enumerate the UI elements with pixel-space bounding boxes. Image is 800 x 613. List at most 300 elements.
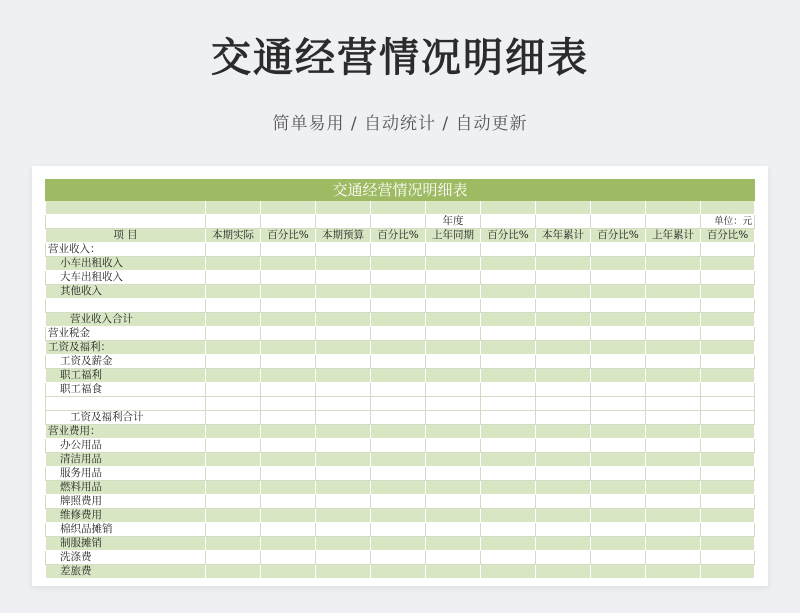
row-label[interactable]: 牌照费用	[46, 495, 206, 509]
value-cell[interactable]	[371, 537, 426, 551]
value-cell[interactable]	[646, 341, 701, 355]
row-label[interactable]: 燃料用品	[46, 481, 206, 495]
value-cell[interactable]	[206, 369, 261, 383]
value-cell[interactable]	[701, 467, 755, 481]
page-subtitle: 简单易用 / 自动统计 / 自动更新	[272, 114, 528, 134]
value-cell[interactable]	[536, 397, 591, 411]
value-cell[interactable]	[536, 369, 591, 383]
value-cell[interactable]	[261, 537, 316, 551]
value-cell[interactable]	[316, 509, 371, 523]
value-cell[interactable]	[426, 481, 481, 495]
value-cell[interactable]	[316, 439, 371, 453]
header-row	[46, 229, 755, 243]
value-cell[interactable]	[481, 355, 536, 369]
value-cell[interactable]	[646, 453, 701, 467]
value-cell[interactable]	[481, 243, 536, 257]
value-cell[interactable]	[206, 411, 261, 425]
value-cell[interactable]	[426, 509, 481, 523]
table-row	[46, 243, 755, 257]
value-cell[interactable]	[206, 313, 261, 327]
value-cell[interactable]	[371, 411, 426, 425]
value-cell[interactable]	[481, 271, 536, 285]
value-cell[interactable]	[371, 355, 426, 369]
value-cell[interactable]	[261, 243, 316, 257]
value-cell[interactable]	[316, 313, 371, 327]
value-cell[interactable]	[591, 467, 646, 481]
value-cell[interactable]	[426, 397, 481, 411]
value-cell[interactable]	[206, 257, 261, 271]
value-cell[interactable]	[371, 341, 426, 355]
value-cell[interactable]	[646, 565, 701, 579]
value-cell[interactable]	[261, 299, 316, 313]
column-header: 本期实际	[206, 229, 261, 243]
row-label[interactable]: 小车出租收入	[46, 257, 206, 271]
value-cell[interactable]	[536, 243, 591, 257]
value-cell[interactable]	[591, 327, 646, 341]
row-label[interactable]: 营业收入：	[46, 243, 206, 257]
value-cell[interactable]	[261, 285, 316, 299]
column-header: 百分比%	[701, 229, 755, 243]
value-cell[interactable]	[261, 523, 316, 537]
value-cell[interactable]	[591, 383, 646, 397]
value-cell[interactable]	[701, 397, 755, 411]
value-cell[interactable]	[426, 551, 481, 565]
value-cell[interactable]	[426, 257, 481, 271]
value-cell[interactable]	[701, 495, 755, 509]
value-cell[interactable]	[316, 411, 371, 425]
value-cell[interactable]	[646, 523, 701, 537]
spacer-row	[46, 201, 755, 215]
table-row	[46, 439, 755, 453]
value-cell[interactable]	[206, 467, 261, 481]
value-cell[interactable]	[371, 299, 426, 313]
value-cell[interactable]	[701, 271, 755, 285]
value-cell[interactable]	[701, 355, 755, 369]
value-cell[interactable]	[591, 523, 646, 537]
value-cell[interactable]	[646, 439, 701, 453]
row-label[interactable]: 工资及福利合计	[46, 411, 206, 425]
table-row	[46, 425, 755, 439]
value-cell[interactable]	[701, 369, 755, 383]
value-cell[interactable]	[646, 271, 701, 285]
value-cell[interactable]	[316, 565, 371, 579]
value-cell[interactable]	[371, 467, 426, 481]
value-cell[interactable]	[371, 439, 426, 453]
value-cell[interactable]	[481, 425, 536, 439]
value-cell[interactable]	[206, 565, 261, 579]
value-cell[interactable]	[316, 397, 371, 411]
value-cell[interactable]	[426, 341, 481, 355]
value-cell[interactable]	[316, 425, 371, 439]
value-cell[interactable]	[316, 341, 371, 355]
value-cell[interactable]	[316, 495, 371, 509]
table-row	[46, 565, 755, 579]
sheet-title: 交通经营情况明细表	[46, 180, 755, 201]
value-cell[interactable]	[591, 481, 646, 495]
value-cell[interactable]	[536, 411, 591, 425]
value-cell[interactable]	[591, 313, 646, 327]
value-cell[interactable]	[426, 355, 481, 369]
value-cell[interactable]	[371, 383, 426, 397]
value-cell[interactable]	[701, 243, 755, 257]
row-label[interactable]: 服务用品	[46, 467, 206, 481]
table-row	[46, 523, 755, 537]
value-cell[interactable]	[261, 383, 316, 397]
value-cell[interactable]	[371, 565, 426, 579]
row-label[interactable]: 洗涤费	[46, 551, 206, 565]
value-cell[interactable]	[206, 397, 261, 411]
value-cell[interactable]	[591, 341, 646, 355]
value-cell[interactable]	[481, 341, 536, 355]
value-cell[interactable]	[206, 355, 261, 369]
value-cell[interactable]	[481, 439, 536, 453]
value-cell[interactable]	[206, 453, 261, 467]
value-cell[interactable]	[426, 565, 481, 579]
row-label[interactable]: 制服摊销	[46, 537, 206, 551]
value-cell[interactable]	[646, 243, 701, 257]
column-header: 本年累计	[536, 229, 591, 243]
item-header: 项 目	[46, 229, 206, 243]
value-cell[interactable]	[591, 285, 646, 299]
value-cell[interactable]	[261, 467, 316, 481]
value-cell[interactable]	[261, 271, 316, 285]
value-cell[interactable]	[481, 453, 536, 467]
value-cell[interactable]	[316, 299, 371, 313]
value-cell[interactable]	[261, 453, 316, 467]
value-cell[interactable]	[261, 313, 316, 327]
value-cell[interactable]	[646, 299, 701, 313]
value-cell[interactable]	[646, 313, 701, 327]
value-cell[interactable]	[206, 285, 261, 299]
value-cell[interactable]	[426, 271, 481, 285]
value-cell[interactable]	[316, 355, 371, 369]
value-cell[interactable]	[261, 495, 316, 509]
value-cell[interactable]	[701, 453, 755, 467]
value-cell[interactable]	[206, 495, 261, 509]
row-label[interactable]: 职工福利	[46, 369, 206, 383]
row-label[interactable]: 大车出租收入	[46, 271, 206, 285]
year-label: 年度	[426, 215, 481, 229]
value-cell[interactable]	[481, 299, 536, 313]
value-cell[interactable]	[591, 509, 646, 523]
value-cell[interactable]	[371, 509, 426, 523]
value-cell[interactable]	[371, 285, 426, 299]
value-cell[interactable]	[261, 565, 316, 579]
value-cell[interactable]	[701, 285, 755, 299]
value-cell[interactable]	[426, 453, 481, 467]
value-cell[interactable]	[646, 495, 701, 509]
row-label[interactable]: 营业费用：	[46, 425, 206, 439]
value-cell[interactable]	[316, 551, 371, 565]
value-cell[interactable]	[371, 495, 426, 509]
table-row	[46, 327, 755, 341]
value-cell[interactable]	[426, 495, 481, 509]
value-cell[interactable]	[536, 439, 591, 453]
value-cell[interactable]	[536, 355, 591, 369]
table-row	[46, 369, 755, 383]
value-cell[interactable]	[646, 285, 701, 299]
value-cell[interactable]	[536, 481, 591, 495]
value-cell[interactable]	[261, 341, 316, 355]
value-cell[interactable]	[426, 383, 481, 397]
value-cell[interactable]	[371, 243, 426, 257]
table-row	[46, 313, 755, 327]
value-cell[interactable]	[646, 467, 701, 481]
value-cell[interactable]	[646, 411, 701, 425]
value-cell[interactable]	[701, 383, 755, 397]
table-row	[46, 383, 755, 397]
value-cell[interactable]	[701, 327, 755, 341]
value-cell[interactable]	[316, 481, 371, 495]
value-cell[interactable]	[481, 397, 536, 411]
value-cell[interactable]	[426, 369, 481, 383]
row-label[interactable]: 办公用品	[46, 439, 206, 453]
row-label[interactable]: 营业收入合计	[46, 313, 206, 327]
value-cell[interactable]	[481, 383, 536, 397]
value-cell[interactable]	[261, 369, 316, 383]
table-row	[46, 411, 755, 425]
value-cell[interactable]	[426, 467, 481, 481]
value-cell[interactable]	[701, 537, 755, 551]
value-cell[interactable]	[701, 523, 755, 537]
value-cell[interactable]	[206, 341, 261, 355]
value-cell[interactable]	[591, 369, 646, 383]
value-cell[interactable]	[206, 327, 261, 341]
value-cell[interactable]	[316, 257, 371, 271]
value-cell[interactable]	[646, 397, 701, 411]
row-label[interactable]: 营业税金	[46, 327, 206, 341]
value-cell[interactable]	[536, 313, 591, 327]
value-cell[interactable]	[591, 355, 646, 369]
value-cell[interactable]	[591, 397, 646, 411]
value-cell[interactable]	[371, 369, 426, 383]
value-cell[interactable]	[646, 383, 701, 397]
value-cell[interactable]	[536, 425, 591, 439]
value-cell[interactable]	[481, 257, 536, 271]
table-row	[46, 397, 755, 411]
value-cell[interactable]	[316, 383, 371, 397]
value-cell[interactable]	[426, 523, 481, 537]
value-cell[interactable]	[261, 425, 316, 439]
value-cell[interactable]	[316, 537, 371, 551]
value-cell[interactable]	[591, 453, 646, 467]
table-row	[46, 341, 755, 355]
value-cell[interactable]	[316, 285, 371, 299]
value-cell[interactable]	[591, 243, 646, 257]
value-cell[interactable]	[701, 299, 755, 313]
row-label[interactable]	[46, 397, 206, 411]
value-cell[interactable]	[371, 327, 426, 341]
value-cell[interactable]	[646, 355, 701, 369]
table-row	[46, 453, 755, 467]
value-cell[interactable]	[481, 523, 536, 537]
value-cell[interactable]	[591, 565, 646, 579]
table-row	[46, 481, 755, 495]
value-cell[interactable]	[426, 327, 481, 341]
value-cell[interactable]	[261, 257, 316, 271]
value-cell[interactable]	[591, 537, 646, 551]
row-label[interactable]: 差旅费	[46, 565, 206, 579]
row-label[interactable]: 维修费用	[46, 509, 206, 523]
value-cell[interactable]	[536, 257, 591, 271]
table-row	[46, 495, 755, 509]
value-cell[interactable]	[371, 271, 426, 285]
value-cell[interactable]	[591, 425, 646, 439]
value-cell[interactable]	[426, 299, 481, 313]
table-row	[46, 509, 755, 523]
row-label[interactable]: 其他收入	[46, 285, 206, 299]
value-cell[interactable]	[646, 425, 701, 439]
value-cell[interactable]	[206, 551, 261, 565]
value-cell[interactable]	[371, 313, 426, 327]
value-cell[interactable]	[646, 551, 701, 565]
value-cell[interactable]	[426, 243, 481, 257]
value-cell[interactable]	[371, 257, 426, 271]
value-cell[interactable]	[536, 467, 591, 481]
row-label[interactable]	[46, 299, 206, 313]
table-row	[46, 467, 755, 481]
value-cell[interactable]	[371, 397, 426, 411]
value-cell[interactable]	[536, 495, 591, 509]
value-cell[interactable]	[261, 481, 316, 495]
value-cell[interactable]	[701, 481, 755, 495]
value-cell[interactable]	[426, 537, 481, 551]
column-header: 百分比%	[371, 229, 426, 243]
value-cell[interactable]	[701, 565, 755, 579]
value-cell[interactable]	[646, 369, 701, 383]
value-cell[interactable]	[206, 537, 261, 551]
value-cell[interactable]	[261, 411, 316, 425]
value-cell[interactable]	[481, 495, 536, 509]
value-cell[interactable]	[206, 299, 261, 313]
value-cell[interactable]	[481, 327, 536, 341]
value-cell[interactable]	[261, 439, 316, 453]
value-cell[interactable]	[646, 257, 701, 271]
value-cell[interactable]	[371, 551, 426, 565]
value-cell[interactable]	[316, 523, 371, 537]
value-cell[interactable]	[206, 523, 261, 537]
value-cell[interactable]	[206, 439, 261, 453]
value-cell[interactable]	[316, 453, 371, 467]
value-cell[interactable]	[316, 369, 371, 383]
row-label[interactable]: 棉织品摊销	[46, 523, 206, 537]
row-label[interactable]: 工资及薪金	[46, 355, 206, 369]
value-cell[interactable]	[206, 243, 261, 257]
value-cell[interactable]	[261, 397, 316, 411]
value-cell[interactable]	[316, 243, 371, 257]
value-cell[interactable]	[536, 509, 591, 523]
value-cell[interactable]	[536, 341, 591, 355]
value-cell[interactable]	[701, 509, 755, 523]
value-cell[interactable]	[206, 271, 261, 285]
value-cell[interactable]	[261, 551, 316, 565]
value-cell[interactable]	[701, 257, 755, 271]
value-cell[interactable]	[371, 523, 426, 537]
year-row	[46, 215, 755, 229]
value-cell[interactable]	[426, 285, 481, 299]
value-cell[interactable]	[371, 481, 426, 495]
value-cell[interactable]	[481, 285, 536, 299]
value-cell[interactable]	[591, 439, 646, 453]
value-cell[interactable]	[481, 481, 536, 495]
row-label[interactable]: 职工福食	[46, 383, 206, 397]
value-cell[interactable]	[701, 341, 755, 355]
value-cell[interactable]	[536, 383, 591, 397]
value-cell[interactable]	[316, 327, 371, 341]
column-header: 本期预算	[316, 229, 371, 243]
value-cell[interactable]	[206, 509, 261, 523]
value-cell[interactable]	[426, 313, 481, 327]
value-cell[interactable]	[426, 425, 481, 439]
value-cell[interactable]	[481, 551, 536, 565]
value-cell[interactable]	[206, 481, 261, 495]
value-cell[interactable]	[261, 327, 316, 341]
value-cell[interactable]	[481, 537, 536, 551]
value-cell[interactable]	[646, 509, 701, 523]
page-title: 交通经营情况明细表	[211, 35, 589, 81]
value-cell[interactable]	[701, 425, 755, 439]
value-cell[interactable]	[591, 257, 646, 271]
value-cell[interactable]	[536, 453, 591, 467]
value-cell[interactable]	[481, 467, 536, 481]
value-cell[interactable]	[701, 313, 755, 327]
value-cell[interactable]	[206, 425, 261, 439]
value-cell[interactable]	[646, 327, 701, 341]
value-cell[interactable]	[536, 523, 591, 537]
value-cell[interactable]	[371, 425, 426, 439]
value-cell[interactable]	[536, 299, 591, 313]
value-cell[interactable]	[481, 411, 536, 425]
value-cell[interactable]	[316, 467, 371, 481]
value-cell[interactable]	[371, 453, 426, 467]
spreadsheet	[45, 179, 754, 577]
value-cell[interactable]	[481, 369, 536, 383]
value-cell[interactable]	[426, 439, 481, 453]
value-cell[interactable]	[646, 481, 701, 495]
value-cell[interactable]	[701, 439, 755, 453]
value-cell[interactable]	[261, 355, 316, 369]
value-cell[interactable]	[316, 271, 371, 285]
column-header: 百分比%	[481, 229, 536, 243]
value-cell[interactable]	[481, 313, 536, 327]
value-cell[interactable]	[591, 271, 646, 285]
value-cell[interactable]	[591, 299, 646, 313]
row-label[interactable]: 工资及福利：	[46, 341, 206, 355]
value-cell[interactable]	[536, 327, 591, 341]
value-cell[interactable]	[536, 551, 591, 565]
value-cell[interactable]	[591, 495, 646, 509]
value-cell[interactable]	[426, 411, 481, 425]
value-cell[interactable]	[536, 537, 591, 551]
value-cell[interactable]	[536, 271, 591, 285]
value-cell[interactable]	[591, 551, 646, 565]
row-label[interactable]: 清洁用品	[46, 453, 206, 467]
value-cell[interactable]	[536, 565, 591, 579]
column-header: 百分比%	[261, 229, 316, 243]
detail-table	[45, 179, 755, 579]
value-cell[interactable]	[481, 565, 536, 579]
value-cell[interactable]	[536, 285, 591, 299]
table-row	[46, 551, 755, 565]
value-cell[interactable]	[481, 509, 536, 523]
value-cell[interactable]	[591, 411, 646, 425]
value-cell[interactable]	[646, 537, 701, 551]
value-cell[interactable]	[701, 411, 755, 425]
column-header: 百分比%	[591, 229, 646, 243]
value-cell[interactable]	[701, 551, 755, 565]
value-cell[interactable]	[206, 383, 261, 397]
value-cell[interactable]	[261, 509, 316, 523]
